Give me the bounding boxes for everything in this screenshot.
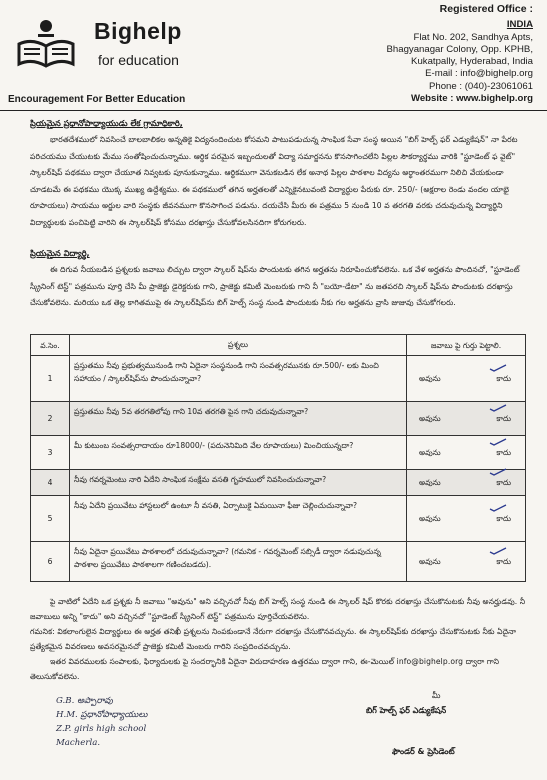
yes-option[interactable]: అవును xyxy=(419,514,441,523)
tick-mark-icon xyxy=(489,404,507,412)
address-line: Bhagyanagar Colony, Opp. KPHB, xyxy=(386,43,533,55)
question-text: మీ కుటుంబ సంవత్సరాదాయం రూ18000/- (పదునెనిమిది వేల రూపాయలు) మించియున్నదా? xyxy=(70,436,407,470)
phone-line: Phone : (040)-23061061 xyxy=(428,80,533,92)
answer-options xyxy=(411,446,521,459)
yes-option[interactable]: అవును xyxy=(419,414,441,423)
salutation-student: ప్రియమైన విద్యార్థి, xyxy=(30,248,90,258)
column-header-question: ప్రశ్నలు xyxy=(70,335,407,356)
answer-options xyxy=(411,555,521,568)
book-lamp-logo-icon xyxy=(16,16,76,72)
question-text: నీవు ఏదేని ప్రయివేటు హాస్టలులో ఉంటూ నీ వసతి, ఏర్పాటుకై ఏమయినా ఫీజు చెల్లించుచున్నావా? xyxy=(70,496,407,542)
office-address xyxy=(303,3,533,105)
yes-option[interactable]: అవును xyxy=(419,557,441,566)
answer-cell xyxy=(407,470,526,496)
contact-paragraph: ఇతర వివరములకు సంపాలకు, ఫిర్యాదులకు పై సందర్భానికి ఏదైనా విరుదాహరణ ఉత్తరము ద్వారా గాని, ఈ-మెయిల్ info@bighelp.org ద్వారా గాని తెలుసుకోవలెను. xyxy=(30,657,500,681)
row-number: 4 xyxy=(31,470,70,496)
handwritten-line: G.B. అప్పారావు xyxy=(56,696,113,706)
instruction-paragraph: ఈ దిగువ నీయబడిన ప్రశ్నలకు జవాబు లిచ్చుట ద్వారా స్కాలర్ షిప్‌ను పొందుటకు తగిన అర్హతను నిరూపించుకోవలెను. ఒక వేళ అర్హతను పొందినచో, "స్టూడెంట్ స్క్రీనింగ్ టెస్ట్" పత్రమును పూర్తి చేసి మీ ప్రాజెక్టు డైరెక్టరుకు గాని, ప్రాజెక్టు కమిటీ మెంబరుకు గాని నీ "బయో-డేటా" ను జతపరచి స్కాలర్ షిప్‌ను పొందుటకు దరఖాస్తు చేసుకోవలెను. మరియు ఒక తెల్ల కాగితముపై ఈ స్కాలర్‌షిప్‌ను బిగ్ హెల్ప్ సంస్థ నుండి పొందుటకు నీకు గల అర్హతను వ్రాసి జుజువు చేసుకోగలరు. xyxy=(30,265,520,307)
yes-option[interactable]: అవును xyxy=(419,448,441,457)
table-row xyxy=(31,402,526,436)
tagline: Encouragement For Better Education xyxy=(8,94,186,105)
table-header-row xyxy=(31,335,526,356)
answer-cell xyxy=(407,402,526,436)
no-option[interactable]: కాదు xyxy=(496,478,511,487)
question-text: ప్రస్తుతము నీవు ప్రభుత్వమునుండి గాని ఏదైనా సంస్థనుండి గాని సంవత్సరమునకు రూ.500/- లకు మించి సహాయం / స్కాలర్‌షిప్‌ను పొందుచున్నావా? xyxy=(70,356,407,402)
handwritten-headmaster-note xyxy=(56,694,147,750)
answer-options xyxy=(411,372,521,385)
answer-options xyxy=(411,476,521,489)
table-row xyxy=(31,496,526,542)
country-label: INDIA xyxy=(506,19,533,31)
address-line: Flat No. 202, Sandhya Apts, xyxy=(413,31,533,43)
address-line: Kukatpally, Hyderabad, India xyxy=(411,56,533,68)
question-text: నీవు ఏదైనా ప్రయివేటు పాఠశాలలో చదువుచున్నావా? (గమనిక - గవర్నమెంట్ సబ్సిడీ ద్వారా నడుపుచున్న పాఠశాల ప్రయివేటు పాఠశాలగా గణించబడదు). xyxy=(70,542,407,582)
brand-name: Bighelp xyxy=(94,18,182,44)
answer-cell xyxy=(407,496,526,542)
yes-option[interactable]: అవును xyxy=(419,374,441,383)
no-option[interactable]: కాదు xyxy=(496,374,511,383)
yes-option[interactable]: అవును xyxy=(419,478,441,487)
organization-name: బిగ్ హెల్ప్ ఫర్ ఎడ్యుకేషన్ xyxy=(366,706,447,715)
header-divider xyxy=(0,110,547,111)
table-row xyxy=(31,470,526,496)
table-row xyxy=(31,356,526,402)
question-text: నీవు గవర్నమెంటు నారి ఏదేని సాంఘిక సంక్షేమ వసతి గృహములో నివసించుచున్నావా? xyxy=(70,470,407,496)
eligibility-table xyxy=(30,334,526,582)
tick-mark-icon xyxy=(489,547,507,555)
row-number: 5 xyxy=(31,496,70,542)
column-header-sno: వ.సెం. xyxy=(31,335,70,356)
table-row xyxy=(31,436,526,470)
no-option[interactable]: కాదు xyxy=(496,514,511,523)
office-heading: Registered Office : xyxy=(439,3,533,15)
handwritten-line: H.M. ప్రధానోపాధ్యాయులు xyxy=(56,710,148,720)
result-paragraph: పై వాటిలో ఏదేని ఒక ప్రశ్నకు నీ జవాబు "అవును" అని వచ్చినచో నీవు బిగ్ హెల్ప్ సంస్థ నుండి ఈ స్కాలర్ షిప్ కొరకు దరఖాస్తు చేసుకొనుటకు నీవు అనర్హుడవు. నీ జవాబులు అన్ని "కాదు" అని వచ్చినచో "స్టూడెంట్ స్క్రీనింగ్ టెస్ట్" పత్రమును పూర్తిచేయవలెను. xyxy=(30,597,526,621)
no-option[interactable]: కాదు xyxy=(496,557,511,566)
note-paragraph: గమనిక: వికలాంగులైన విద్యార్థులు ఈ అర్హత తనిఖీ ప్రశ్నలను నింపకుండానే నేరుగా దరఖాస్తు చేసుకొనవచ్చును. ఈ స్కాలర్‌షిప్‌కు దరఖాస్తు చేసుకొనుటకు నీకు ఏదైనా ప్రత్యేకమైన వివరణలు అవసరమైనచో ప్రాజెక్టు కమిటీ మెంబరు గారిని సంప్రదించవచ్చును. xyxy=(30,627,517,651)
row-number: 2 xyxy=(31,402,70,436)
tick-mark-icon xyxy=(489,504,507,512)
question-text: ప్రస్తుతము నీవు 5వ తరగతిలోపు గాని 10వ తరగతి పైన గాని చదువుచున్నావా? xyxy=(70,402,407,436)
tick-mark-icon xyxy=(489,438,507,446)
email-line: E-mail : info@bighelp.org xyxy=(425,68,533,80)
handwritten-line: Macherla. xyxy=(56,738,101,748)
brand-subtitle: for education xyxy=(98,52,179,68)
salutation-headmaster: ప్రియమైన ప్రధానోపాధ్యాయుడు లేక గ్రామాధికారి, xyxy=(30,118,183,128)
website-line: Website : www.bighelp.org xyxy=(410,93,533,105)
answer-cell xyxy=(407,436,526,470)
tick-mark-icon xyxy=(489,468,507,476)
handwritten-line: Z.P. girls high school xyxy=(56,724,147,734)
answer-options xyxy=(411,412,521,425)
table-row xyxy=(31,542,526,582)
yours-label: మీ xyxy=(432,691,441,700)
row-number: 3 xyxy=(31,436,70,470)
answer-cell xyxy=(407,356,526,402)
no-option[interactable]: కాదు xyxy=(496,448,511,457)
no-option[interactable]: కాదు xyxy=(496,414,511,423)
row-number: 1 xyxy=(31,356,70,402)
column-header-answer: జవాబు పై గుర్తు పెట్టాలి. xyxy=(407,335,526,356)
signature-block xyxy=(366,688,455,759)
answer-cell xyxy=(407,542,526,582)
tick-mark-icon xyxy=(489,364,507,372)
signatory-title: ఫౌండర్ & ప్రెసిడెంట్ xyxy=(392,747,455,756)
row-number: 6 xyxy=(31,542,70,582)
intro-paragraph: భారతదేశములో నివసించే బాలబాలికల అన్నతికై విద్యనందించుట కోసమని పాటుపడుచున్న సాంఘిక సేవా సంస్థ అయిన "బిగ్ హెల్ప్ ఫర్ ఎడ్యుకేషన్" నా పేరట పరిచయము చేయుటకు మేము సంతోషించుచున్నాము. ఆర్థిక పరమైన ఇబ్బందులతో విద్యా సమార్జనను కొనసాగించలేని పిల్లల సౌకర్యార్థము వారికి "స్టూడెంట్ ఫ వైట్" స్కాలర్‌షిప్ పథకము ద్వారా చేయూత నివ్వటకు పూనుకున్నాము. ఆర్థికముగా వెనుకబడిన లేక అనాథ పిల్లల పాఠశాల విద్యను అర్థాంతరముగా నిలిచి వేయకుండా చూడటమే ఈ పథకము యొక్క ముఖ్య ఉద్దేశ్యము. ఈ పథకములో తగిన అర్హతలతో ఎన్నికైనటువంటి విద్యార్థుల పేరుకు రూ. 250/- (అక్షరాల రెండు వందల యాభై రూపాయలు) సాయము అర్జుల వారి సంస్థకు జీవనముగా కొనసాగించ పడును. దయచేసి మీరు ఈ పత్రము 5 నుండి 10 వ తరగతి వరకు చదువుచున్న విద్యార్థిని విద్యార్థులకు పంచిపెట్టి వారిని ఈ స్కాలర్‌షిప్ కోసము దరఖాస్తు చేసుకోవలసినదిగా కోరుగలరు. xyxy=(30,135,518,227)
answer-options xyxy=(411,512,521,525)
